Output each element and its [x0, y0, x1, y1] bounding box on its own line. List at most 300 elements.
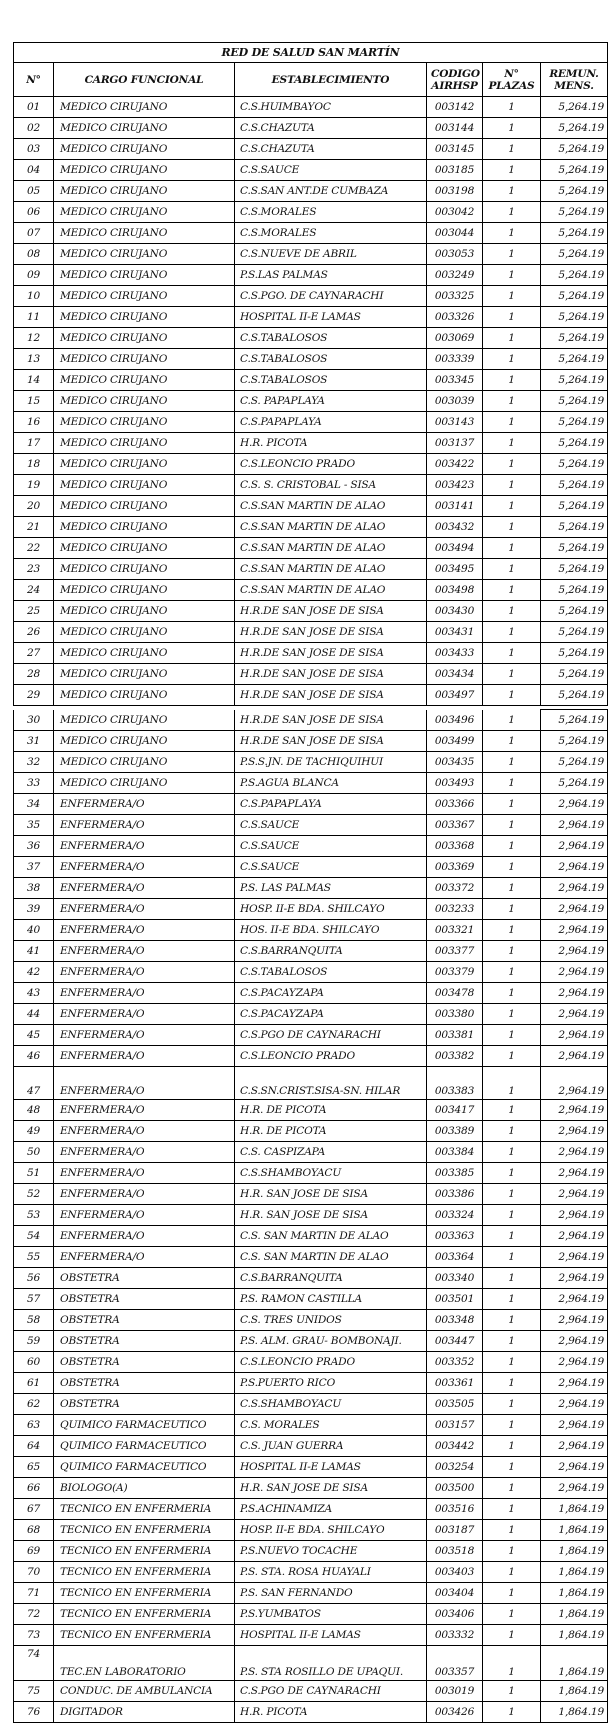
row-number-cell: 19: [14, 475, 54, 496]
plazas-cell: 1: [483, 1205, 541, 1226]
cargo-funcional-cell: ENFERMERA/O: [54, 857, 235, 878]
plazas-cell: 1: [483, 1331, 541, 1352]
cargo-funcional-cell: MEDICO CIRUJANO: [54, 370, 235, 391]
row-number-cell: 36: [14, 836, 54, 857]
cargo-funcional-cell: MEDICO CIRUJANO: [54, 118, 235, 139]
table-row: [14, 391, 608, 412]
row-number-cell: 60: [14, 1352, 54, 1373]
plazas-cell: 1: [483, 1226, 541, 1247]
establecimiento-cell: H.R. SAN JOSE DE SISA: [235, 1478, 427, 1499]
codigo-airhsp-cell: 003442: [427, 1436, 483, 1457]
cargo-funcional-cell: OBSTETRA: [54, 1310, 235, 1331]
plazas-cell: 1: [483, 941, 541, 962]
row-number-cell: 51: [14, 1163, 54, 1184]
codigo-airhsp-cell: 003340: [427, 1268, 483, 1289]
establecimiento-cell: C.S.SAN MARTIN DE ALAO: [235, 517, 427, 538]
cargo-funcional-cell: MEDICO CIRUJANO: [54, 349, 235, 370]
cargo-funcional-cell: ENFERMERA/O: [54, 1205, 235, 1226]
cargo-funcional-cell: OBSTETRA: [54, 1352, 235, 1373]
remuneracion-cell: 2,964.19: [541, 1289, 608, 1310]
table-row: [14, 752, 608, 773]
codigo-airhsp-cell: 003198: [427, 181, 483, 202]
row-number-cell: 41: [14, 941, 54, 962]
row-number-cell: 20: [14, 496, 54, 517]
cargo-funcional-cell: ENFERMERA/O: [54, 836, 235, 857]
codigo-airhsp-cell: 003372: [427, 878, 483, 899]
remuneracion-cell: 2,964.19: [541, 983, 608, 1004]
row-number-cell: 05: [14, 181, 54, 202]
plazas-cell: 1: [483, 349, 541, 370]
remuneracion-cell: 2,964.19: [541, 1163, 608, 1184]
codigo-airhsp-cell: 003516: [427, 1499, 483, 1520]
establecimiento-cell: H.R. DE PICOTA: [235, 1121, 427, 1142]
establecimiento-cell: HOS. II-E BDA. SHILCAYO: [235, 920, 427, 941]
plazas-cell: 1: [483, 1163, 541, 1184]
table-row: [14, 1310, 608, 1331]
codigo-airhsp-cell: 003369: [427, 857, 483, 878]
row-number-cell: 21: [14, 517, 54, 538]
table-row: [14, 899, 608, 920]
header-remun-line1: REMUN.: [549, 67, 599, 80]
codigo-airhsp-cell: 003385: [427, 1163, 483, 1184]
row-number-cell: 18: [14, 454, 54, 475]
cargo-funcional-cell: MEDICO CIRUJANO: [54, 475, 235, 496]
header-number: N°: [14, 63, 54, 97]
establecimiento-cell: H.R. PICOTA: [235, 1702, 427, 1723]
codigo-airhsp-cell: 003382: [427, 1046, 483, 1067]
row-number-cell: 69: [14, 1541, 54, 1562]
row-number-cell: 43: [14, 983, 54, 1004]
establecimiento-cell: C.S. S. CRISTOBAL - SISA: [235, 475, 427, 496]
plazas-cell: 1: [483, 1268, 541, 1289]
remuneracion-cell: 2,964.19: [541, 1046, 608, 1067]
row-number-cell: 31: [14, 731, 54, 752]
plazas-cell: 1: [483, 878, 541, 899]
remuneracion-cell: 2,964.19: [541, 1352, 608, 1373]
cargo-funcional-cell: MEDICO CIRUJANO: [54, 412, 235, 433]
remuneracion-cell: 1,864.19: [541, 1583, 608, 1604]
remuneracion-cell: 5,264.19: [541, 391, 608, 412]
row-number-cell: 74: [14, 1646, 54, 1681]
header-cargo: CARGO FUNCIONAL: [54, 63, 235, 97]
row-number-cell: 25: [14, 601, 54, 622]
remuneracion-cell: 5,264.19: [541, 328, 608, 349]
row-number-cell: 09: [14, 265, 54, 286]
row-number-cell: 08: [14, 244, 54, 265]
cargo-funcional-cell: MEDICO CIRUJANO: [54, 286, 235, 307]
plazas-cell: 1: [483, 1046, 541, 1067]
cargo-funcional-cell: ENFERMERA/O: [54, 962, 235, 983]
codigo-airhsp-cell: 003321: [427, 920, 483, 941]
establecimiento-cell: C.S.SAN MARTIN DE ALAO: [235, 580, 427, 601]
establecimiento-cell: C.S.CHAZUTA: [235, 118, 427, 139]
table-row: [14, 517, 608, 538]
remuneracion-cell: 2,964.19: [541, 941, 608, 962]
establecimiento-cell: P.S.ACHINAMIZA: [235, 1499, 427, 1520]
row-number-cell: 76: [14, 1702, 54, 1723]
codigo-airhsp-cell: 003019: [427, 1681, 483, 1702]
cargo-funcional-cell: ENFERMERA/O: [54, 794, 235, 815]
row-number-cell: 66: [14, 1478, 54, 1499]
row-number-cell: 13: [14, 349, 54, 370]
establecimiento-cell: P.S.YUMBATOS: [235, 1604, 427, 1625]
header-establecimiento: ESTABLECIMIENTO: [235, 63, 427, 97]
remuneracion-cell: 1,864.19: [541, 1604, 608, 1625]
table-row: [14, 97, 608, 118]
remuneracion-cell: 2,964.19: [541, 1205, 608, 1226]
plazas-cell: 1: [483, 794, 541, 815]
establecimiento-cell: HOSPITAL II-E LAMAS: [235, 1457, 427, 1478]
plazas-cell: 1: [483, 160, 541, 181]
establecimiento-cell: P.S.LAS PALMAS: [235, 265, 427, 286]
remuneracion-cell: 5,264.19: [541, 160, 608, 181]
establecimiento-cell: C.S.SHAMBOYACU: [235, 1163, 427, 1184]
remuneracion-cell: 2,964.19: [541, 1394, 608, 1415]
row-number-cell: 32: [14, 752, 54, 773]
table-row: [14, 773, 608, 794]
table-row: [14, 1702, 608, 1723]
table-row: [14, 983, 608, 1004]
remuneracion-cell: 5,264.19: [541, 412, 608, 433]
remuneracion-cell: 1,864.19: [541, 1625, 608, 1646]
establecimiento-cell: P.S.PUERTO RICO: [235, 1373, 427, 1394]
plazas-cell: 1: [483, 1702, 541, 1723]
plazas-cell: 1: [483, 710, 541, 731]
table-row: [14, 538, 608, 559]
remuneracion-cell: 2,964.19: [541, 1247, 608, 1268]
establecimiento-cell: C.S.SAUCE: [235, 815, 427, 836]
remuneracion-cell: 2,964.19: [541, 1121, 608, 1142]
plazas-cell: 1: [483, 454, 541, 475]
table-row: [14, 1681, 608, 1702]
table-row: [14, 1625, 608, 1646]
establecimiento-cell: C.S.PAPAPLAYA: [235, 412, 427, 433]
codigo-airhsp-cell: 003039: [427, 391, 483, 412]
codigo-airhsp-cell: 003254: [427, 1457, 483, 1478]
row-number-cell: 37: [14, 857, 54, 878]
establecimiento-cell: P.S.S.JN. DE TACHIQUIHUI: [235, 752, 427, 773]
establecimiento-cell: P.S.NUEVO TOCACHE: [235, 1541, 427, 1562]
establecimiento-cell: H.R.DE SAN JOSE DE SISA: [235, 731, 427, 752]
cargo-funcional-cell: MEDICO CIRUJANO: [54, 433, 235, 454]
cargo-funcional-cell: ENFERMERA/O: [54, 1121, 235, 1142]
cargo-funcional-cell: MEDICO CIRUJANO: [54, 97, 235, 118]
table-row: [14, 731, 608, 752]
remuneracion-cell: 5,264.19: [541, 580, 608, 601]
plazas-cell: 1: [483, 1373, 541, 1394]
establecimiento-cell: C.S.NUEVE DE ABRIL: [235, 244, 427, 265]
cargo-funcional-cell: TECNICO EN ENFERMERIA: [54, 1520, 235, 1541]
cargo-funcional-cell: ENFERMERA/O: [54, 1142, 235, 1163]
plazas-cell: 1: [483, 370, 541, 391]
cargo-funcional-cell: MEDICO CIRUJANO: [54, 496, 235, 517]
table-row: [14, 1004, 608, 1025]
establecimiento-cell: H.R. SAN JOSE DE SISA: [235, 1184, 427, 1205]
plazas-cell: 1: [483, 731, 541, 752]
establecimiento-cell: H.R.DE SAN JOSE DE SISA: [235, 622, 427, 643]
establecimiento-cell: C.S.BARRANQUITA: [235, 1268, 427, 1289]
remuneracion-cell: 5,264.19: [541, 202, 608, 223]
positions-table-part-2: [13, 709, 608, 1723]
plazas-cell: 1: [483, 118, 541, 139]
cargo-funcional-cell: QUIMICO FARMACEUTICO: [54, 1436, 235, 1457]
cargo-funcional-cell: OBSTETRA: [54, 1394, 235, 1415]
remuneracion-cell: 2,964.19: [541, 1004, 608, 1025]
table-row: [14, 454, 608, 475]
establecimiento-cell: C.S.SAUCE: [235, 857, 427, 878]
plazas-cell: 1: [483, 328, 541, 349]
row-number-cell: 75: [14, 1681, 54, 1702]
codigo-airhsp-cell: 003364: [427, 1247, 483, 1268]
remuneracion-cell: 5,264.19: [541, 265, 608, 286]
table-row: [14, 1289, 608, 1310]
establecimiento-cell: C.S.CHAZUTA: [235, 139, 427, 160]
codigo-airhsp-cell: 003377: [427, 941, 483, 962]
cargo-funcional-cell: MEDICO CIRUJANO: [54, 223, 235, 244]
codigo-airhsp-cell: 003478: [427, 983, 483, 1004]
table-row: [14, 580, 608, 601]
plazas-cell: 1: [483, 1247, 541, 1268]
remuneracion-cell: 5,264.19: [541, 773, 608, 794]
codigo-airhsp-cell: 003187: [427, 1520, 483, 1541]
cargo-funcional-cell: DIGITADOR: [54, 1702, 235, 1723]
plazas-cell: 1: [483, 559, 541, 580]
plazas-cell: 1: [483, 244, 541, 265]
row-number-cell: 12: [14, 328, 54, 349]
row-number-cell: 72: [14, 1604, 54, 1625]
row-number-cell: 45: [14, 1025, 54, 1046]
table-row: [14, 941, 608, 962]
plazas-cell: 1: [483, 1310, 541, 1331]
codigo-airhsp-cell: 003339: [427, 349, 483, 370]
row-number-cell: 65: [14, 1457, 54, 1478]
table-row: [14, 412, 608, 433]
codigo-airhsp-cell: 003380: [427, 1004, 483, 1025]
establecimiento-cell: P.S. STA. ROSA HUAYALI: [235, 1562, 427, 1583]
remuneracion-cell: 1,864.19: [541, 1681, 608, 1702]
remuneracion-cell: 5,264.19: [541, 538, 608, 559]
plazas-cell: 1: [483, 836, 541, 857]
row-number-cell: 29: [14, 685, 54, 706]
table-row: [14, 328, 608, 349]
row-number-cell: 48: [14, 1100, 54, 1121]
row-number-cell: 67: [14, 1499, 54, 1520]
establecimiento-cell: C.S.LEONCIO PRADO: [235, 1046, 427, 1067]
remuneracion-cell: 5,264.19: [541, 97, 608, 118]
remuneracion-cell: 5,264.19: [541, 118, 608, 139]
codigo-airhsp-cell: 003404: [427, 1583, 483, 1604]
establecimiento-cell: C.S.SAN ANT.DE CUMBAZA: [235, 181, 427, 202]
remuneracion-cell: 2,964.19: [541, 1415, 608, 1436]
codigo-airhsp-cell: 003383: [427, 1067, 483, 1100]
establecimiento-cell: C.S.PGO. DE CAYNARACHI: [235, 286, 427, 307]
row-number-cell: 68: [14, 1520, 54, 1541]
establecimiento-cell: C.S.BARRANQUITA: [235, 941, 427, 962]
codigo-airhsp-cell: 003386: [427, 1184, 483, 1205]
table-body-part-1: [14, 97, 608, 706]
codigo-airhsp-cell: 003361: [427, 1373, 483, 1394]
table-row: [14, 1163, 608, 1184]
remuneracion-cell: 5,264.19: [541, 601, 608, 622]
row-number-cell: 46: [14, 1046, 54, 1067]
plazas-cell: 1: [483, 433, 541, 454]
table-row: [14, 685, 608, 706]
remuneracion-cell: 2,964.19: [541, 920, 608, 941]
plazas-cell: 1: [483, 1625, 541, 1646]
establecimiento-cell: C.S. JUAN GUERRA: [235, 1436, 427, 1457]
row-number-cell: 54: [14, 1226, 54, 1247]
remuneracion-cell: 5,264.19: [541, 286, 608, 307]
plazas-cell: 1: [483, 1583, 541, 1604]
table-row: [14, 160, 608, 181]
remuneracion-cell: 2,964.19: [541, 962, 608, 983]
row-number-cell: 56: [14, 1268, 54, 1289]
table-row: [14, 202, 608, 223]
table-row: [14, 920, 608, 941]
remuneracion-cell: 5,264.19: [541, 223, 608, 244]
establecimiento-cell: H.R. DE PICOTA: [235, 1100, 427, 1121]
table-row: [14, 1415, 608, 1436]
table-body-part-2: [14, 710, 608, 1723]
remuneracion-cell: 5,264.19: [541, 433, 608, 454]
establecimiento-cell: P.S. RAMON CASTILLA: [235, 1289, 427, 1310]
table-row: [14, 1142, 608, 1163]
plazas-cell: 1: [483, 307, 541, 328]
remuneracion-cell: 2,964.19: [541, 1100, 608, 1121]
row-number-cell: 59: [14, 1331, 54, 1352]
row-number-cell: 61: [14, 1373, 54, 1394]
codigo-airhsp-cell: 003366: [427, 794, 483, 815]
codigo-airhsp-cell: 003495: [427, 559, 483, 580]
remuneracion-cell: 5,264.19: [541, 643, 608, 664]
cargo-funcional-cell: TECNICO EN ENFERMERIA: [54, 1562, 235, 1583]
remuneracion-cell: 2,964.19: [541, 1184, 608, 1205]
header-plazas-line1: N°: [504, 67, 519, 80]
remuneracion-cell: 2,964.19: [541, 1142, 608, 1163]
establecimiento-cell: C.S.SAUCE: [235, 836, 427, 857]
row-number-cell: 70: [14, 1562, 54, 1583]
cargo-funcional-cell: QUIMICO FARMACEUTICO: [54, 1415, 235, 1436]
table-row: [14, 139, 608, 160]
plazas-cell: 1: [483, 223, 541, 244]
row-number-cell: 47: [14, 1067, 54, 1100]
remuneracion-cell: 5,264.19: [541, 517, 608, 538]
establecimiento-cell: H.R.DE SAN JOSE DE SISA: [235, 710, 427, 731]
cargo-funcional-cell: ENFERMERA/O: [54, 1163, 235, 1184]
table-row: [14, 1025, 608, 1046]
codigo-airhsp-cell: 003069: [427, 328, 483, 349]
table-row: [14, 370, 608, 391]
cargo-funcional-cell: MEDICO CIRUJANO: [54, 517, 235, 538]
plazas-cell: 1: [483, 286, 541, 307]
codigo-airhsp-cell: 003406: [427, 1604, 483, 1625]
codigo-airhsp-cell: 003345: [427, 370, 483, 391]
establecimiento-cell: C.S.SAN MARTIN DE ALAO: [235, 538, 427, 559]
codigo-airhsp-cell: 003142: [427, 97, 483, 118]
codigo-airhsp-cell: 003500: [427, 1478, 483, 1499]
remuneracion-cell: 5,264.19: [541, 664, 608, 685]
codigo-airhsp-cell: 003431: [427, 622, 483, 643]
establecimiento-cell: C.S. SAN MARTIN DE ALAO: [235, 1226, 427, 1247]
codigo-airhsp-cell: 003435: [427, 752, 483, 773]
establecimiento-cell: C.S.SAN MARTIN DE ALAO: [235, 559, 427, 580]
header-codigo: [427, 63, 483, 97]
row-number-cell: 73: [14, 1625, 54, 1646]
row-number-cell: 28: [14, 664, 54, 685]
cargo-funcional-cell: ENFERMERA/O: [54, 941, 235, 962]
establecimiento-cell: C.S.TABALOSOS: [235, 349, 427, 370]
plazas-cell: 1: [483, 685, 541, 706]
table-title: RED DE SALUD SAN MARTÍN: [14, 43, 608, 63]
table-row: [14, 622, 608, 643]
plazas-cell: 1: [483, 899, 541, 920]
codigo-airhsp-cell: 003434: [427, 664, 483, 685]
cargo-funcional-cell: ENFERMERA/O: [54, 1025, 235, 1046]
table-row: [14, 286, 608, 307]
row-number-cell: 22: [14, 538, 54, 559]
codigo-airhsp-cell: 003042: [427, 202, 483, 223]
row-number-cell: 15: [14, 391, 54, 412]
cargo-funcional-cell: MEDICO CIRUJANO: [54, 265, 235, 286]
remuneracion-cell: 5,264.19: [541, 307, 608, 328]
establecimiento-cell: C.S.SAUCE: [235, 160, 427, 181]
table-row: [14, 643, 608, 664]
plazas-cell: 1: [483, 1457, 541, 1478]
establecimiento-cell: C.S.TABALOSOS: [235, 962, 427, 983]
remuneracion-cell: 5,264.19: [541, 731, 608, 752]
remuneracion-cell: 2,964.19: [541, 1436, 608, 1457]
remuneracion-cell: 2,964.19: [541, 1457, 608, 1478]
establecimiento-cell: P.S. STA ROSILLO DE UPAQUI.: [235, 1646, 427, 1681]
table-row: [14, 1478, 608, 1499]
plazas-cell: 1: [483, 601, 541, 622]
table-row: [14, 601, 608, 622]
plazas-cell: 1: [483, 962, 541, 983]
row-number-cell: 57: [14, 1289, 54, 1310]
table-row: [14, 307, 608, 328]
remuneracion-cell: 2,964.19: [541, 1478, 608, 1499]
row-number-cell: 53: [14, 1205, 54, 1226]
table-row: [14, 857, 608, 878]
remuneracion-cell: 1,864.19: [541, 1541, 608, 1562]
table-row: [14, 1247, 608, 1268]
cargo-funcional-cell: ENFERMERA/O: [54, 983, 235, 1004]
codigo-airhsp-cell: 003426: [427, 1702, 483, 1723]
codigo-airhsp-cell: 003325: [427, 286, 483, 307]
cargo-funcional-cell: MEDICO CIRUJANO: [54, 454, 235, 475]
table-row: [14, 1583, 608, 1604]
plazas-cell: 1: [483, 1004, 541, 1025]
table-row: [14, 496, 608, 517]
plazas-cell: 1: [483, 920, 541, 941]
establecimiento-cell: C.S.SHAMBOYACU: [235, 1394, 427, 1415]
row-number-cell: 62: [14, 1394, 54, 1415]
establecimiento-cell: C.S.PGO DE CAYNARACHI: [235, 1025, 427, 1046]
plazas-cell: 1: [483, 1100, 541, 1121]
remuneracion-cell: 2,964.19: [541, 815, 608, 836]
cargo-funcional-cell: ENFERMERA/O: [54, 899, 235, 920]
establecimiento-cell: C.S.LEONCIO PRADO: [235, 1352, 427, 1373]
plazas-cell: 1: [483, 1025, 541, 1046]
codigo-airhsp-cell: 003389: [427, 1121, 483, 1142]
establecimiento-cell: C.S.PACAYZAPA: [235, 983, 427, 1004]
codigo-airhsp-cell: 003367: [427, 815, 483, 836]
cargo-funcional-cell: MEDICO CIRUJANO: [54, 752, 235, 773]
table-row: [14, 1436, 608, 1457]
remuneracion-cell: 2,964.19: [541, 899, 608, 920]
plazas-cell: 1: [483, 1499, 541, 1520]
table-row: [14, 962, 608, 983]
